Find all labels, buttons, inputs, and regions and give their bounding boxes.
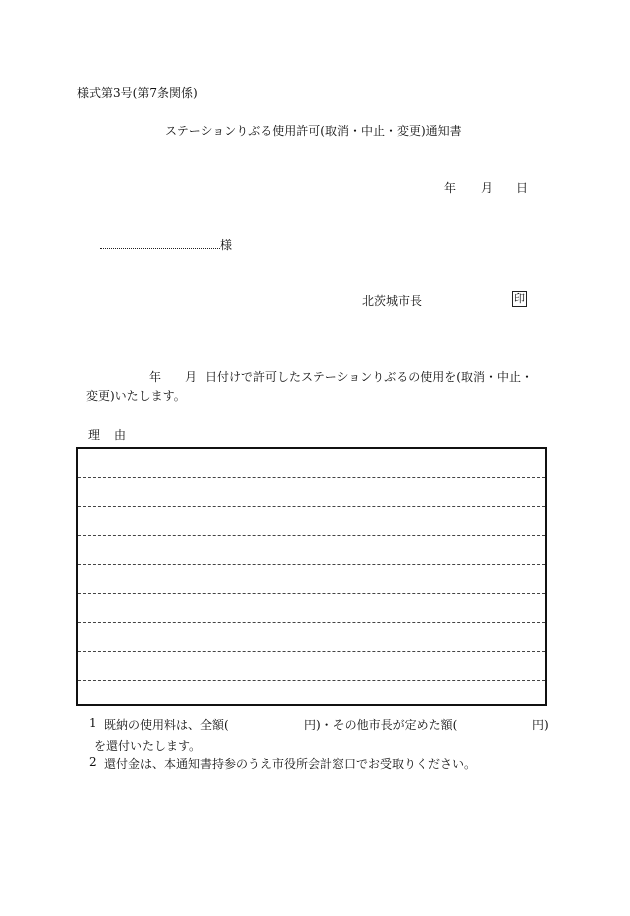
reason-ruled-line [78,477,545,478]
reason-box [76,447,547,706]
date-day-label: 日 [516,181,529,195]
addressee-name-line [100,248,220,249]
reason-ruled-line [78,564,545,565]
reason-ruled-line [78,622,545,623]
note-1-number: 1 [89,716,97,730]
document-title: ステーションりぶる使用許可(取消・中止・変更)通知書 [165,124,462,138]
reason-ruled-line [78,651,545,652]
note-1-text-a: 既納の使用料は、全額( [104,718,229,732]
note-1-text-line2: を還付いたします。 [94,739,202,753]
body-text-line2: 変更)いたします。 [86,389,186,403]
reason-label: 理由 [88,428,141,442]
note-2-number: 2 [89,755,97,769]
reason-ruled-line [78,680,545,681]
reason-ruled-line [78,506,545,507]
note-2-text: 還付金は、本通知書持参のうえ市役所会計窓口でお受取りください。 [104,757,477,771]
form-number: 様式第3号(第7条関係) [77,86,198,100]
note-1-text-c: 円) [532,718,549,732]
issuer-name: 北茨城市長 [362,294,423,308]
seal-mark: 印 [514,292,525,305]
date-month-label: 月 [481,181,494,195]
addressee-honorific: 様 [220,238,233,252]
body-month-label: 月 [185,370,198,384]
body-year-label: 年 [149,370,162,384]
note-1-text-b: 円)・その他市長が定めた額( [304,718,458,732]
date-year-label: 年 [444,181,457,195]
body-text-line1: 日付けで許可したステーションりぶるの使用を(取消・中止・ [205,370,533,384]
reason-ruled-line [78,593,545,594]
reason-ruled-line [78,535,545,536]
